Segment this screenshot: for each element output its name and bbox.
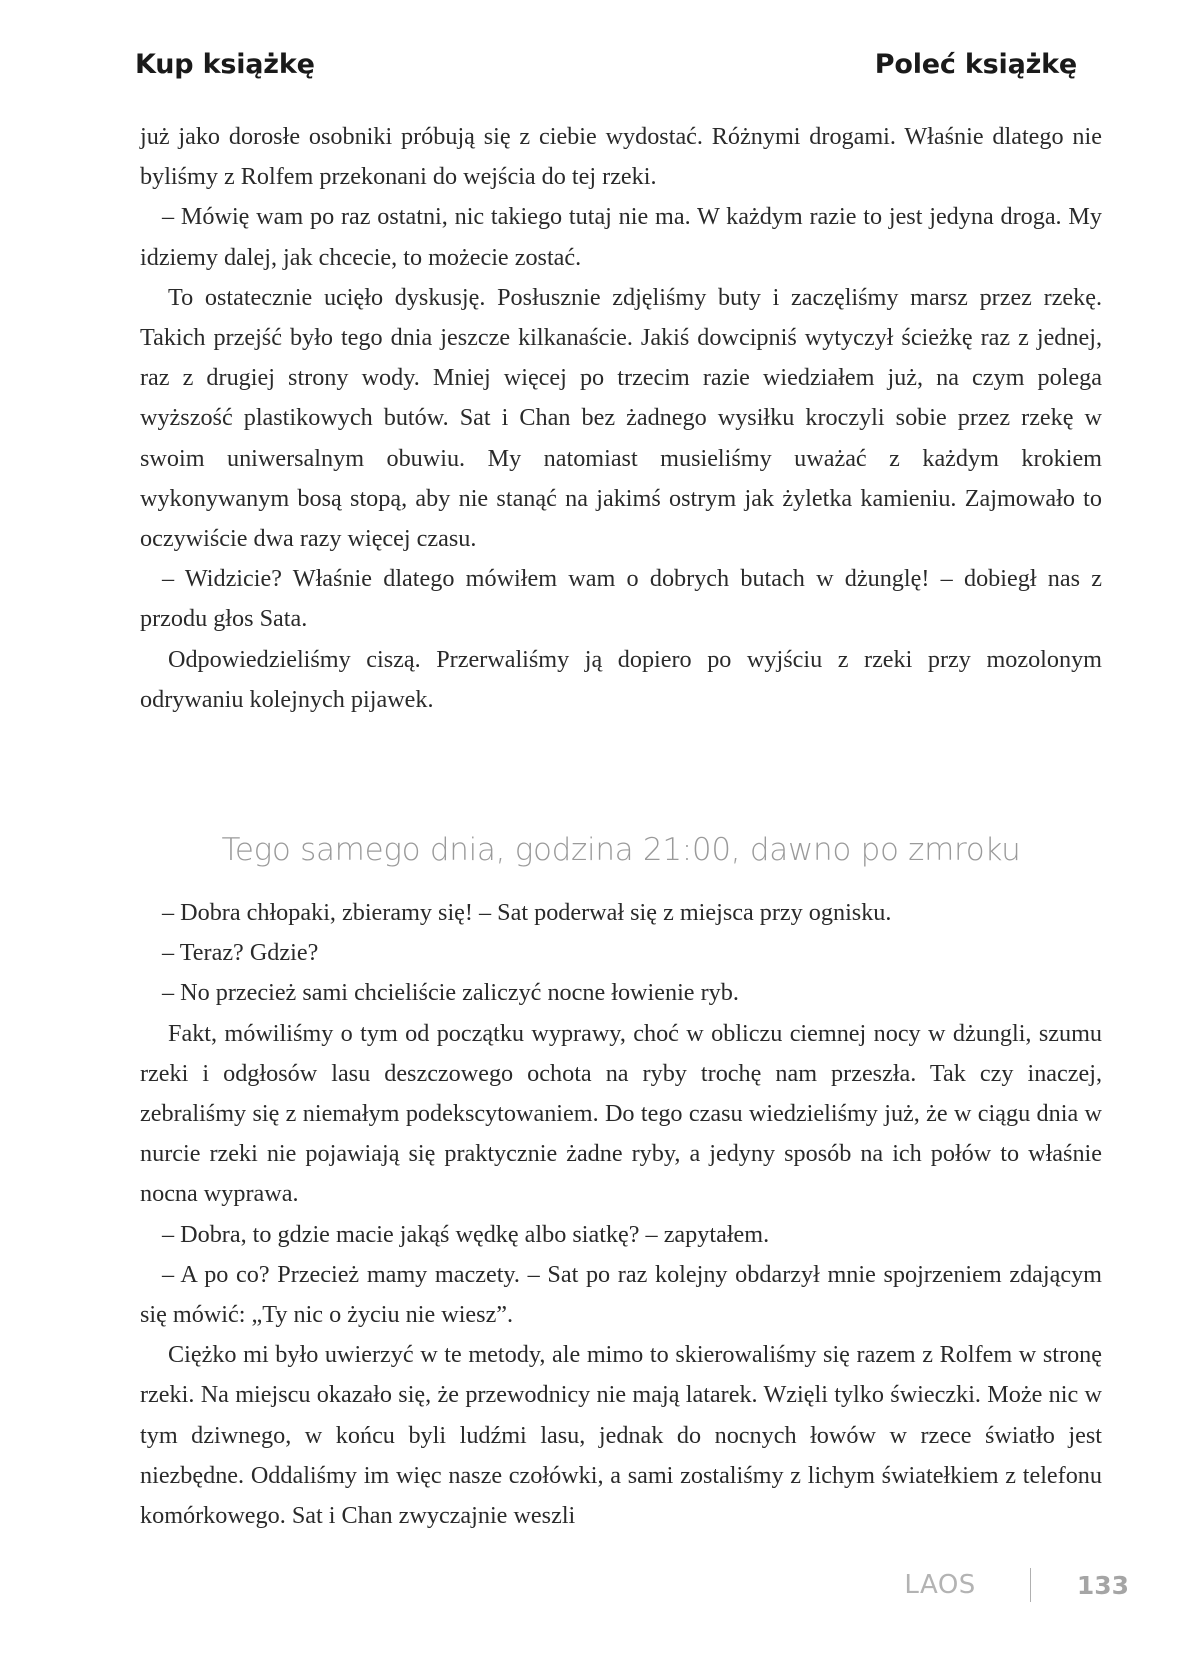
paragraph: już jako dorosłe osobniki próbują się z ciebie wydostać. Różnymi drogami. Właśnie dlatego nie byliśmy z Rolfem przekonani do wejścia do tej rzeki. [140, 123, 1102, 191]
dialogue-line: – Teraz? Gdzie? [162, 939, 319, 967]
buy-book-link[interactable]: Kup książkę [135, 48, 315, 80]
running-title: LAOS [904, 1570, 976, 1600]
footer-divider [1030, 1568, 1031, 1602]
dialogue-line: – Mówię wam po raz ostatni, nic takiego tutaj nie ma. W każdym razie to jest jedyna droga. My idziemy dalej, jak chcecie, to możecie zostać. [140, 203, 1102, 271]
dialogue-line: – Dobra chłopaki, zbieramy się! – Sat poderwał się z miejsca przy ognisku. [162, 899, 892, 926]
body-text-block-1 [140, 117, 1102, 720]
paragraph: To ostatecznie ucięło dyskusję. Posłusznie zdjęliśmy buty i zaczęliśmy marsz przez rzekę. Takich przejść było tego dnia jeszcze kilkanaście. Jakiś dowcipniś wytyczył ścieżkę raz z jednej, raz z drugiej strony wody. Mniej więcej po trzecim razie wiedziałem już, na czym polega wyższość plastikowych butów. Sat i Chan bez żadnego wysiłku kroczyli sobie przez rzekę w swoim uniwersalnym obuwiu. My natomiast musieliśmy uważać z każdym krokiem wykonywanym bosą stopą, aby nie stanąć na jakimś ostrym jak żyletka kamieniu. Zajmowało to oczywiście dwa razy więcej czasu. [140, 283, 1102, 553]
paragraph: Odpowiedzieliśmy ciszą. Przerwaliśmy ją dopiero po wyjściu z rzeki przy mozolonym odrywaniu kolejnych pijawek. [140, 645, 1102, 713]
page-number: 133 [1076, 1570, 1129, 1600]
section-heading: Tego samego dnia, godzina 21:00, dawno po zmroku [221, 832, 1021, 868]
top-bar [135, 44, 1077, 84]
paragraph: Fakt, mówiliśmy o tym od początku wyprawy, choć w obliczu ciemnej nocy w dżungli, szumu rzeki i odgłosów lasu deszczowego ochota na ryby trochę nam przeszła. Tak czy inaczej, zebraliśmy się z niemałym podekscytowaniem. Do tego czasu wiedzieliśmy już, że w ciągu dnia w nurcie rzeki nie pojawiają się praktycznie żadne ryby, a jedyny sposób na ich połów to właśnie nocna wyprawa. [140, 1019, 1102, 1208]
dialogue-line: – No przecież sami chcieliście zaliczyć nocne łowienie ryb. [162, 979, 739, 1007]
dialogue-line: – Dobra, to gdzie macie jakąś wędkę albo siatkę? – zapytałem. [162, 1220, 770, 1248]
paragraph: Ciężko mi było uwierzyć w te metody, ale mimo to skierowaliśmy się razem z Rolfem w stronę rzeki. Na miejscu okazało się, że przewodnicy nie mają latarek. Wzięli tylko świeczki. Może nic w tym dziwnego, w końcu byli ludźmi lasu, jednak do nocnych łowów w rzece światło jest niezbędne. Oddaliśmy im więc nasze czołówki, a sami zostaliśmy z lichym światełkiem z telefonu komórkowego. Sat i Chan zwyczajnie weszli [140, 1341, 1102, 1530]
dialogue-line: – Widzicie? Właśnie dlatego mówiłem wam o dobrych butach w dżunglę! – dobiegł nas z przodu głos Sata. [140, 565, 1102, 633]
dialogue-line: – A po co? Przecież mamy maczety. – Sat po raz kolejny obdarzył mnie spojrzeniem zdającym się mówić: „Ty nic o życiu nie wiesz”. [140, 1260, 1102, 1329]
page-footer [904, 1562, 1129, 1608]
recommend-book-link[interactable]: Poleć książkę [874, 48, 1077, 80]
body-text-block-2 [140, 893, 1102, 1536]
